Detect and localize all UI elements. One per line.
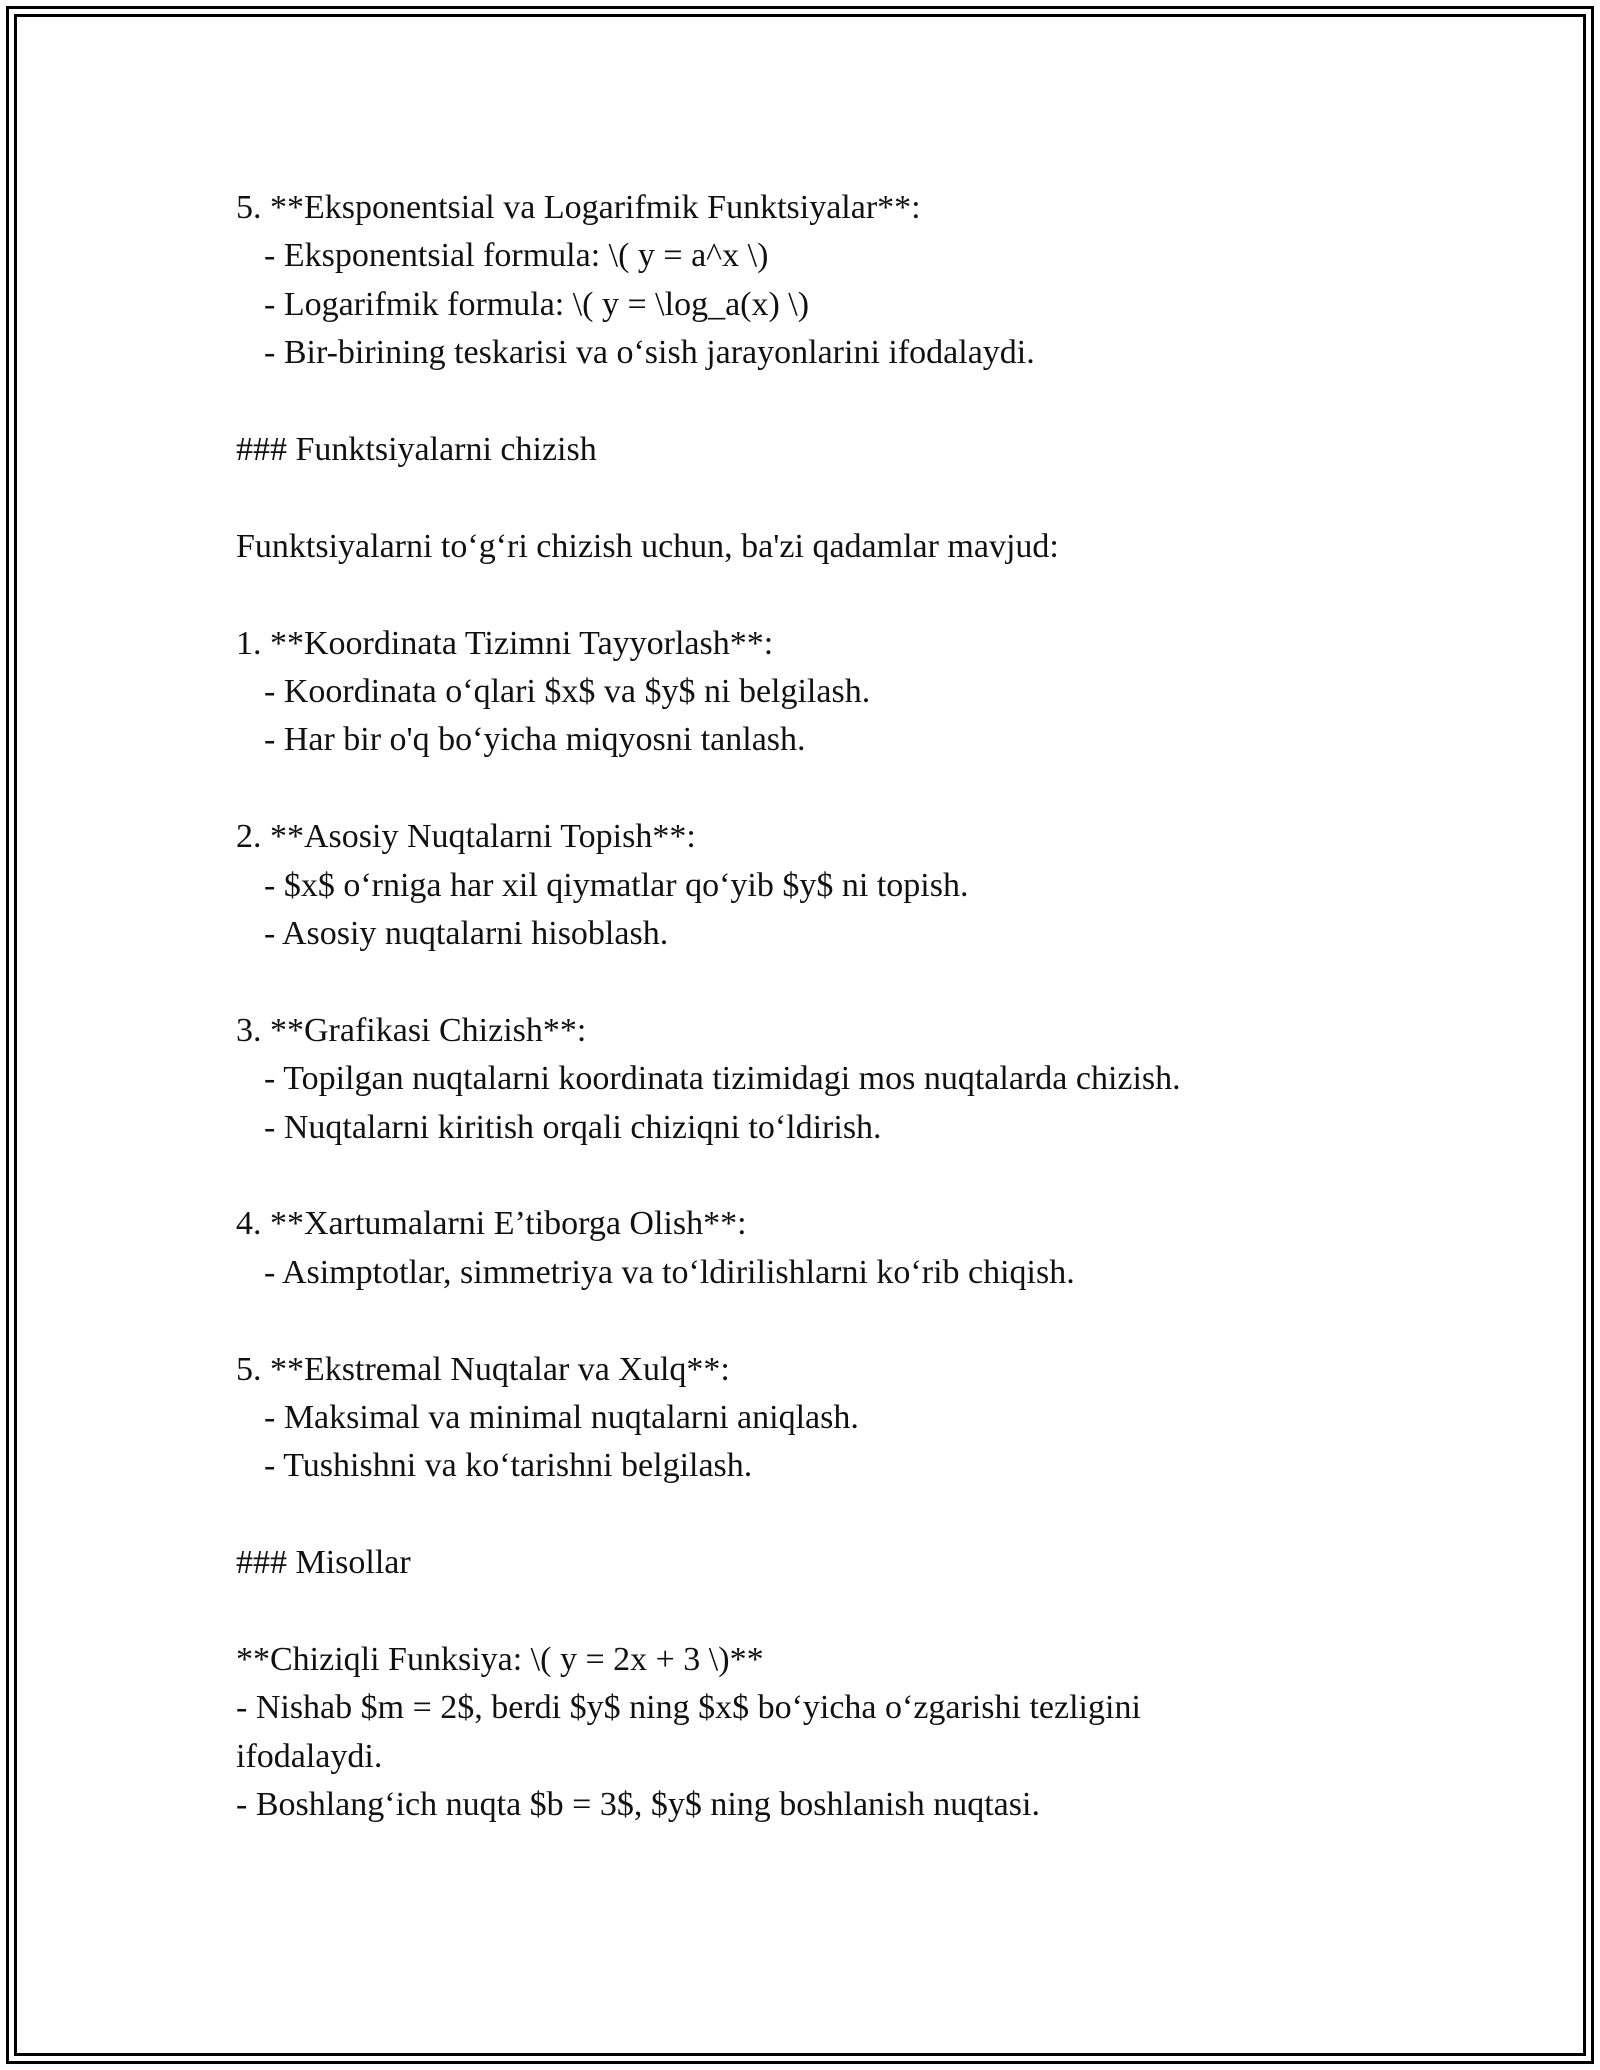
document-line: - Asosiy nuqtalarni hisoblash. bbox=[264, 915, 669, 953]
blank-line bbox=[236, 378, 1366, 426]
document-line: 5. **Eksponentsial va Logarifmik Funktsiyalar**: bbox=[236, 189, 921, 226]
document-line: - Topilgan nuqtalarni koordinata tizimidagi mos nuqtalarda chizish. bbox=[264, 1060, 1181, 1098]
document-line: - Koordinata o‘qlari $x$ va $y$ ni belgilash. bbox=[264, 673, 871, 711]
document-line: - Maksimal va minimal nuqtalarni aniqlash. bbox=[264, 1399, 859, 1437]
document-line: - Bir-birining teskarisi va o‘sish jarayonlarini ifodalaydi. bbox=[264, 334, 1035, 372]
document-line: - Har bir o'q bo‘yicha miqyosni tanlash. bbox=[264, 721, 806, 759]
document-line: - Boshlang‘ich nuqta $b = 3$, $y$ ning boshlanish nuqtasi. bbox=[236, 1786, 1040, 1824]
document-line: 2. **Asosiy Nuqtalarni Topish**: bbox=[236, 818, 696, 856]
document-line: - Nuqtalarni kiritish orqali chiziqni to‘ldirish. bbox=[264, 1108, 882, 1146]
document-line: ### Misollar bbox=[236, 1544, 411, 1582]
document-line: - Logarifmik formula: \( y = \log_a(x) \) bbox=[264, 285, 810, 323]
blank-line bbox=[236, 1491, 1366, 1539]
blank-line bbox=[236, 765, 1366, 813]
document-line: - Asimptotlar, simmetriya va to‘ldirilishlarni ko‘rib chiqish. bbox=[264, 1253, 1075, 1291]
document-line: ### Funktsiyalarni chizish bbox=[236, 431, 597, 469]
document-line: - $x$ o‘rniga har xil qiymatlar qo‘yib $y$ ni topish. bbox=[264, 866, 969, 904]
blank-line bbox=[236, 1588, 1366, 1636]
document-line: - Tushishni va ko‘tarishni belgilash. bbox=[264, 1447, 753, 1485]
blank-line bbox=[236, 958, 1366, 1006]
document-line: ifodalaydi. bbox=[236, 1737, 383, 1775]
document-body bbox=[236, 184, 1366, 1830]
document-line: **Chiziqli Funksiya: \( y = 2x + 3 \)** bbox=[236, 1641, 764, 1679]
blank-line bbox=[236, 474, 1366, 522]
blank-line bbox=[236, 571, 1366, 619]
document-line: 3. **Grafikasi Chizish**: bbox=[236, 1011, 587, 1049]
document-line: Funktsiyalarni to‘g‘ri chizish uchun, ba'zi qadamlar mavjud: bbox=[236, 527, 1059, 565]
blank-line bbox=[236, 1152, 1366, 1200]
document-line: - Nishab $m = 2$, berdi $y$ ning $x$ bo‘yicha o‘zgarishi tezligini bbox=[236, 1689, 1141, 1727]
document-line: 1. **Koordinata Tizimni Tayyorlash**: bbox=[236, 624, 774, 662]
document-line: - Eksponentsial formula: \( y = a^x \) bbox=[264, 237, 769, 275]
document-line: 5. **Ekstremal Nuqtalar va Xulq**: bbox=[236, 1350, 730, 1388]
document-line: 4. **Xartumalarni E’tiborga Olish**: bbox=[236, 1205, 747, 1243]
blank-line bbox=[236, 1297, 1366, 1345]
